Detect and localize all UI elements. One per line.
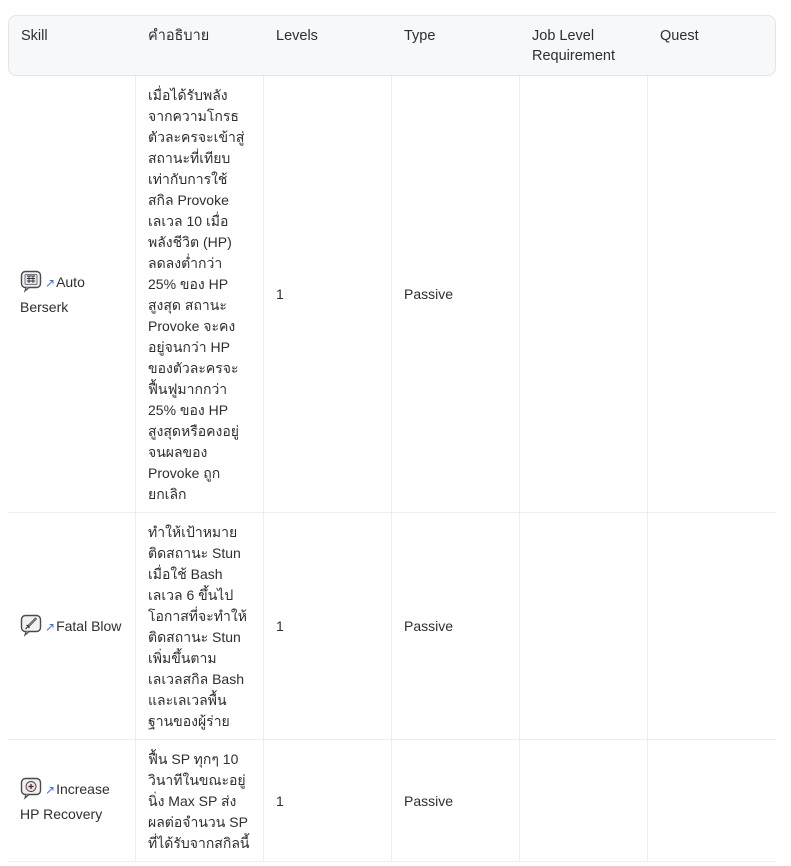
type-cell: Passive — [392, 76, 520, 513]
skills-table — [8, 15, 776, 862]
heal-skill-icon — [20, 777, 42, 799]
levels-cell: 1 — [264, 513, 392, 740]
header-levels[interactable]: Levels — [264, 15, 392, 76]
description-cell: เมื่อได้รับพลังจากความโกรธ ตัวละครจะเข้าสู่สถานะที่เทียบเท่ากับการใช้สกิล Provoke เลเวล 10 เมื่อพลังชีวิต (HP) ลดลงต่ำกว่า 25% ของ HP สูงสุด สถานะ Provoke จะคงอยู่จนกว่า HP ของตัวละครจะฟื้นฟูมากกว่า 25% ของ HP สูงสุดหรือคงอยู่จนผลของ Provoke ถูกยกเลิก — [136, 76, 264, 513]
table-row — [8, 513, 776, 740]
skill-link-auto-berserk[interactable]: Auto Berserk — [20, 274, 85, 315]
type-cell: Passive — [392, 740, 520, 862]
skill-cell — [8, 76, 136, 513]
skill-link-fatal-blow[interactable]: Fatal Blow — [56, 618, 122, 634]
job-level-cell — [520, 513, 648, 740]
skill-link-increase-hp-recovery[interactable]: Increase HP Recovery — [20, 780, 110, 822]
description-cell: ทำให้เป้าหมายติดสถานะ Stun เมื่อใช้ Bash เลเวล 6 ขึ้นไป โอกาสที่จะทำให้ติดสถานะ Stun เพิ่มขึ้นตามเลเวลสกิล Bash และเลเวลพื้นฐานของผู้ร่าย — [136, 513, 264, 740]
header-description[interactable]: คำอธิบาย — [136, 15, 264, 76]
header-skill[interactable]: Skill — [8, 15, 136, 76]
table-header-row — [8, 15, 776, 76]
job-level-cell — [520, 76, 648, 513]
header-job-level[interactable]: Job Level Requirement — [520, 15, 648, 76]
job-level-cell — [520, 740, 648, 862]
table-row — [8, 76, 776, 513]
sword-skill-icon — [20, 614, 42, 636]
type-cell: Passive — [392, 513, 520, 740]
levels-cell: 1 — [264, 740, 392, 862]
skill-cell — [8, 513, 136, 740]
external-link-icon: ↗ — [45, 782, 56, 797]
external-link-icon: ↗ — [45, 276, 56, 290]
quest-cell — [648, 76, 776, 513]
table-row — [8, 740, 776, 862]
quest-cell — [648, 740, 776, 862]
quest-cell — [648, 513, 776, 740]
berserk-skill-icon — [20, 270, 42, 292]
header-quest[interactable]: Quest — [648, 15, 776, 76]
skills-table-container — [8, 15, 776, 851]
skill-cell — [8, 740, 136, 862]
description-cell: ฟื้น SP ทุกๆ 10 วินาทีในขณะอยู่นิ่ง Max SP ส่งผลต่อจำนวน SP ที่ได้รับจากสกิลนี้ — [136, 740, 264, 862]
header-type[interactable]: Type — [392, 15, 520, 76]
external-link-icon: ↗ — [45, 620, 56, 634]
levels-cell: 1 — [264, 76, 392, 513]
